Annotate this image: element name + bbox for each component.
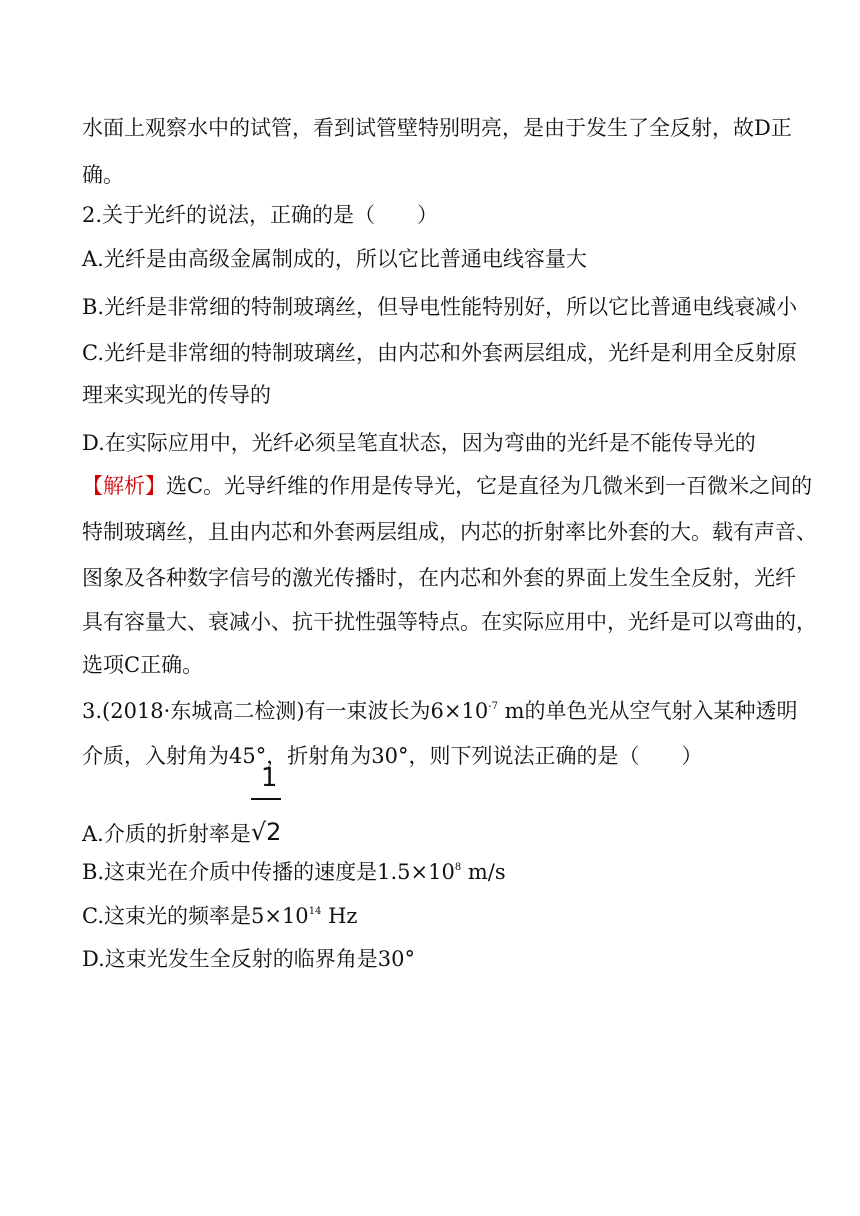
option-text: B.这束光在介质中传播的速度是1.5×10 bbox=[82, 860, 455, 884]
text-line: 确。 bbox=[82, 163, 124, 187]
option-a: A.光纤是由高级金属制成的，所以它比普通电线容量大 bbox=[82, 247, 587, 271]
stem-text: m的单色光从空气射入某种透明 bbox=[497, 699, 798, 723]
option-c bbox=[82, 901, 782, 931]
option-text: A.介质的折射率是 bbox=[82, 822, 251, 846]
option-b bbox=[82, 857, 782, 887]
option-text: m/s bbox=[461, 860, 506, 884]
solution-line: 选项C正确。 bbox=[82, 653, 204, 677]
option-c-continued: 理来实现光的传导的 bbox=[82, 383, 271, 407]
solution-text: 选C。光导纤维的作用是传导光，它是直径为几微米到一百微米之间的 bbox=[166, 474, 813, 498]
option-c: C.光纤是非常细的特制玻璃丝，由内芯和外套两层组成，光纤是利用全反射原 bbox=[82, 341, 797, 365]
fraction bbox=[250, 763, 282, 848]
option-text: Hz bbox=[321, 904, 358, 928]
solution-line: 具有容量大、衰减小、抗干扰性强等特点。在实际应用中，光纤是可以弯曲的， bbox=[82, 610, 817, 634]
option-text: C.这束光的频率是5×10 bbox=[82, 904, 309, 928]
stem-text: 3.(2018·东城高二检测)有一束波长为6×10 bbox=[82, 699, 489, 723]
fraction-denominator: √2 bbox=[250, 818, 282, 846]
solution-line: 特制玻璃丝，且由内芯和外套两层组成，内芯的折射率比外套的大。载有声音、 bbox=[82, 520, 817, 544]
option-d: D.在实际应用中，光纤必须呈笔直状态，因为弯曲的光纤是不能传导光的 bbox=[82, 431, 756, 455]
fraction-numerator: 1 bbox=[260, 763, 278, 793]
solution-line: 图象及各种数字信号的激光传播时，在内芯和外套的界面上发生全反射，光纤 bbox=[82, 566, 796, 590]
solution-line bbox=[82, 471, 813, 501]
option-b: B.光纤是非常细的特制玻璃丝，但导电性能特别好，所以它比普通电线衰减小 bbox=[82, 295, 798, 319]
question-stem: 2.关于光纤的说法，正确的是（ ） bbox=[82, 203, 439, 227]
exponent: -7 bbox=[488, 701, 498, 712]
solution-tag: 【解析】 bbox=[82, 474, 166, 498]
option-d: D.这束光发生全反射的临界角是30° bbox=[82, 947, 415, 971]
question-stem bbox=[82, 696, 798, 726]
exponent: 8 bbox=[454, 862, 462, 873]
question-stem-continued: 介质，入射角为45°，折射角为30°，则下列说法正确的是（ ） bbox=[82, 744, 703, 768]
option-a bbox=[82, 763, 782, 849]
fraction-bar bbox=[251, 798, 281, 800]
exponent: 14 bbox=[308, 906, 322, 917]
text-line: 水面上观察水中的试管，看到试管壁特别明亮，是由于发生了全反射，故D正 bbox=[82, 116, 792, 140]
